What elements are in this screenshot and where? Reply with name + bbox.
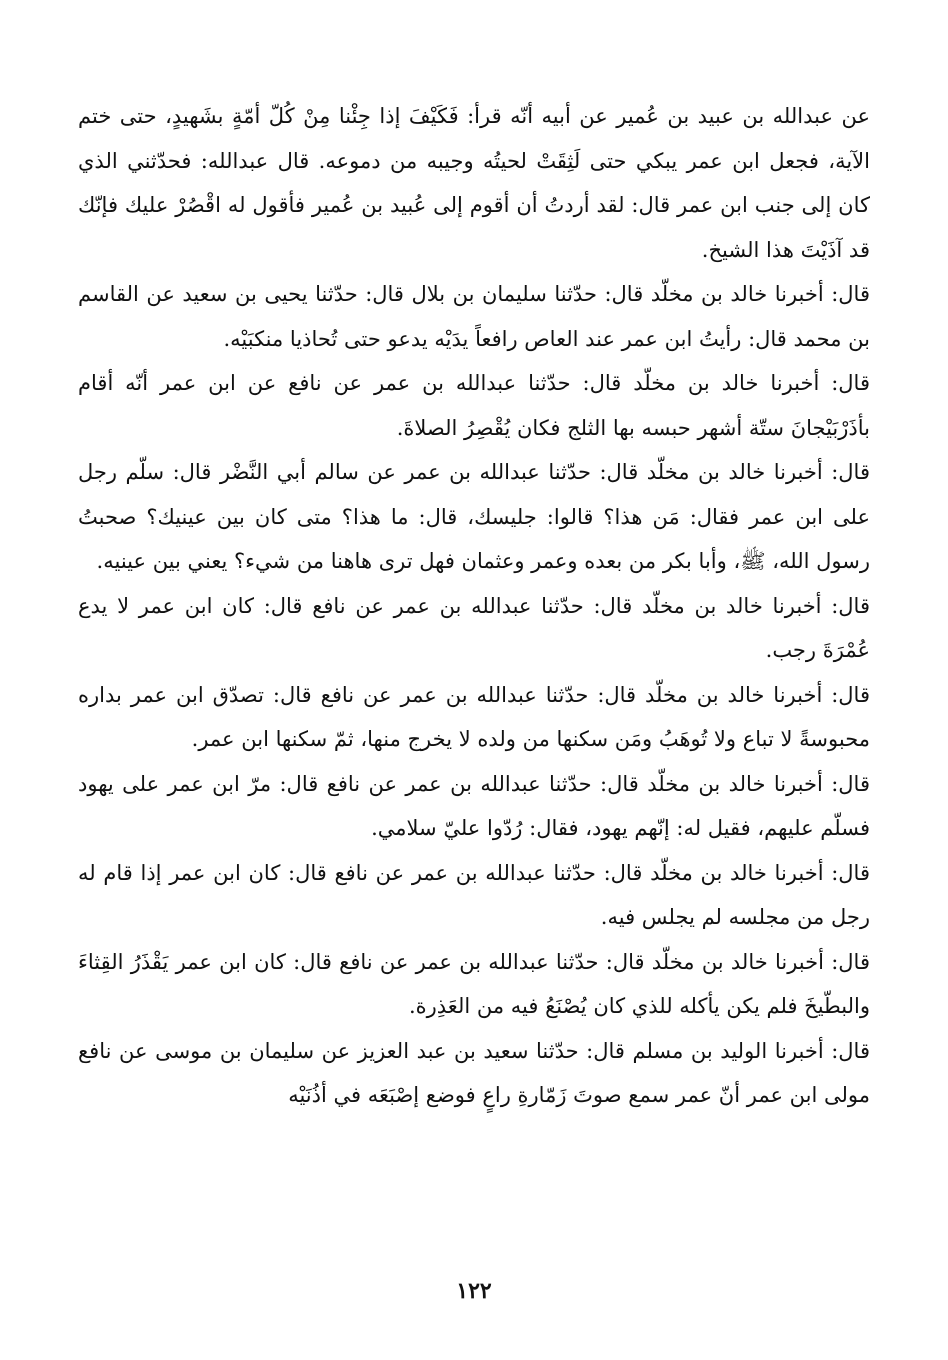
paragraph-8: قال: أخبرنا خالد بن مخلّد قال: حدّثنا عبدالله بن عمر عن نافع قال: كان ابن عمر إذا قام له رجل من مجلسه لم يجلس فيه. [78, 860, 870, 929]
paragraph-6: قال: أخبرنا خالد بن مخلّد قال: حدّثنا عبدالله بن عمر عن نافع قال: تصدّق ابن عمر بداره محبوسةً لا تباع ولا تُوهَبُ ومَن سكنها من ولده لا يخرج منها، ثمّ سكنها ابن عمر. [78, 682, 870, 751]
paragraph-2: قال: أخبرنا خالد بن مخلّد قال: حدّثنا سليمان بن بلال قال: حدّثنا يحيى بن سعيد عن القاسم بن محمد قال: رأيتُ ابن عمر عند العاص رافعاً يدَيْه يدعو حتى تُحاذيا منكبَيْه. [78, 282, 870, 351]
paragraph-1: عن عبدالله بن عبيد بن عُمير عن أبيه أنّه قرأ: فَكَيْفَ إذا جِئْنا مِنْ كُلّ أمّةٍ بشَهيدٍ، حتى ختم الآية، فجعل ابن عمر يبكي حتى لَثِقَتْ لحيتُه وجيبه من دموعه. قال عبدالله: فحدّثني الذي كان إلى جنب ابن عمر قال: لقد أردتُ أن أقوم إلى عُبيد بن عُمير فأقول له اقْصُرْ عليك فإنّك قد آذَيْتَ هذا الشيخ. [78, 104, 870, 262]
body-text [78, 94, 870, 1118]
paragraph-10: قال: أخبرنا الوليد بن مسلم قال: حدّثنا سعيد بن عبد العزيز عن سليمان بن موسى عن نافع مولى ابن عمر أنّ عمر سمع صوتَ زَمّارةِ راعٍ فوضع إصْبَعَه في أذُنَيْه [78, 1038, 870, 1107]
paragraph-4: قال: أخبرنا خالد بن مخلّد قال: حدّثنا عبدالله بن عمر عن سالم أبي النَّضْر قال: سلّم رجل على ابن عمر فقال: مَن هذا؟ قالوا: جليسك، قال: ما هذا؟ متى كان بين عينيك؟ صحبتُ رسول الله، ﷺ، وأبا بكر من بعده وعمر وعثمان فهل ترى هاهنا من شيء؟ يعني بين عينيه. [78, 460, 870, 573]
paragraph-5: قال: أخبرنا خالد بن مخلّد قال: حدّثنا عبدالله بن عمر عن نافع قال: كان ابن عمر لا يدع عُمْرَةَ رجب. [78, 593, 870, 662]
paragraph-7: قال: أخبرنا خالد بن مخلّد قال: حدّثنا عبدالله بن عمر عن نافع قال: مرّ ابن عمر على يهود فسلّم عليهم، فقيل له: إنّهم يهود، فقال: رُدّوا عليّ سلامي. [78, 771, 870, 840]
paragraph-3: قال: أخبرنا خالد بن مخلّد قال: حدّثنا عبدالله بن عمر عن نافع عن ابن عمر أنّه أقام بأذَرْبَيْجانَ ستّة أشهر حبسه بها الثلج فكان يُقْصِرُ الصلاةَ. [78, 371, 870, 440]
page-number: ١٢٢ [456, 1278, 492, 1304]
paragraph-9: قال: أخبرنا خالد بن مخلّد قال: حدّثنا عبدالله بن عمر عن نافع قال: كان ابن عمر يَقْذَرُ القِثاءَ والبطّيخَ فلم يكن يأكله للذي كان يُصْنَعُ فيه من العَذِرة. [78, 949, 870, 1018]
